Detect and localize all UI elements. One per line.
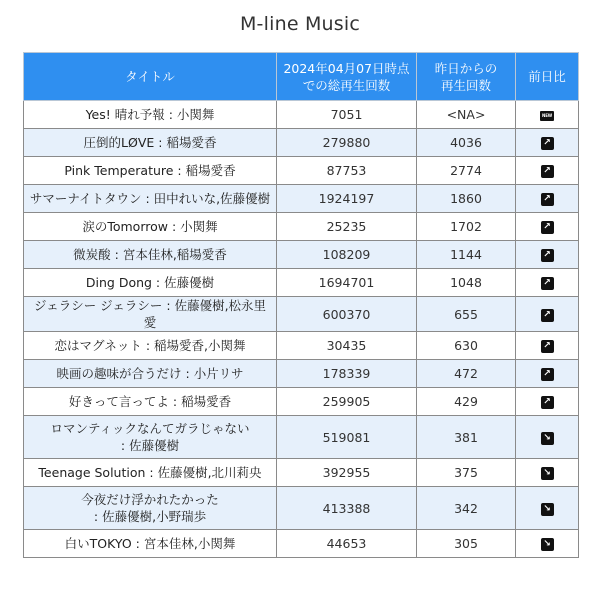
trend-cell (516, 241, 579, 269)
arrow-up-right-icon: ↗ (541, 396, 554, 409)
trend-cell (516, 459, 579, 487)
trend-cell (516, 530, 579, 558)
table-row (24, 297, 579, 332)
song-title-text: 圧倒的LØVE : 稲場愛香 (83, 135, 217, 150)
daily-plays-cell: 1048 (417, 269, 516, 297)
total-plays-cell: 178339 (277, 360, 417, 388)
song-title-text: : 佐藤優樹,小野瑞歩 (93, 509, 207, 524)
header-daily-plays (417, 53, 516, 101)
new-badge-icon: NEW (540, 111, 554, 121)
song-title-cell (24, 360, 277, 388)
arrow-up-right-icon: ↗ (541, 165, 554, 178)
arrow-up-right-icon: ↗ (541, 340, 554, 353)
trend-cell (516, 332, 579, 360)
daily-plays-cell: 381 (417, 416, 516, 459)
song-title-text: 恋はマグネット : 稲場愛香,小関舞 (54, 338, 246, 353)
song-title-cell (24, 241, 277, 269)
page-title: M-line Music (239, 13, 361, 35)
ranking-table (23, 52, 579, 558)
header-daily-line2: 再生回数 (440, 77, 491, 93)
total-plays-cell: 44653 (277, 530, 417, 558)
total-plays-cell: 392955 (277, 459, 417, 487)
table-row (24, 185, 579, 213)
song-title-cell (24, 213, 277, 241)
daily-plays-cell: 1702 (417, 213, 516, 241)
total-plays-cell: 25235 (277, 213, 417, 241)
song-title-text: Teenage Solution : 佐藤優樹,北川莉央 (38, 465, 262, 480)
daily-plays-cell: 472 (417, 360, 516, 388)
song-title-text: 白いTOKYO : 宮本佳林,小関舞 (64, 536, 236, 551)
daily-plays-cell: 429 (417, 388, 516, 416)
trend-cell (516, 157, 579, 185)
total-plays-cell: 108209 (277, 241, 417, 269)
arrow-down-right-icon: ↘ (541, 503, 554, 516)
song-title-cell (24, 416, 277, 459)
song-title-text: Yes! 晴れ予報 : 小関舞 (85, 107, 215, 122)
header-change (516, 53, 579, 101)
table-row (24, 459, 579, 487)
table-row (24, 157, 579, 185)
song-title-text: 今夜だけ浮かれたかった (81, 492, 219, 507)
daily-plays-cell: 655 (417, 297, 516, 332)
daily-plays-cell: 1144 (417, 241, 516, 269)
trend-cell (516, 185, 579, 213)
header-title-label: タイトル (125, 69, 175, 84)
trend-cell (516, 297, 579, 332)
table-row (24, 213, 579, 241)
total-plays-cell: 1694701 (277, 269, 417, 297)
arrow-up-right-icon: ↗ (541, 137, 554, 150)
total-plays-cell: 30435 (277, 332, 417, 360)
trend-cell (516, 213, 579, 241)
table-row (24, 129, 579, 157)
trend-cell (516, 487, 579, 530)
total-plays-cell: 600370 (277, 297, 417, 332)
arrow-up-right-icon: ↗ (541, 221, 554, 234)
arrow-up-right-icon: ↗ (541, 193, 554, 206)
song-title-cell (24, 297, 277, 332)
table-row (24, 360, 579, 388)
arrow-up-right-icon: ↗ (541, 309, 554, 322)
table-row (24, 388, 579, 416)
song-title-text: 好きって言ってよ : 稲場愛香 (68, 394, 232, 409)
song-title-cell (24, 157, 277, 185)
total-plays-cell: 259905 (277, 388, 417, 416)
table-row (24, 241, 579, 269)
daily-plays-cell: 4036 (417, 129, 516, 157)
song-title-text: Pink Temperature : 稲場愛香 (64, 163, 236, 178)
arrow-up-right-icon: ↗ (541, 368, 554, 381)
song-title-text: : 佐藤優樹 (120, 438, 180, 453)
song-title-text: ロマンティックなんてガラじゃない (50, 421, 250, 436)
header-total-line2: での総再生回数 (302, 77, 391, 93)
arrow-up-right-icon: ↗ (541, 277, 554, 290)
song-title-text: Ding Dong : 佐藤優樹 (85, 275, 215, 290)
total-plays-cell: 7051 (277, 101, 417, 129)
table-row (24, 487, 579, 530)
arrow-down-right-icon: ↘ (541, 538, 554, 551)
table-row (24, 101, 579, 129)
table-row (24, 269, 579, 297)
trend-cell (516, 360, 579, 388)
song-title-cell (24, 101, 277, 129)
total-plays-cell: 1924197 (277, 185, 417, 213)
song-title-cell (24, 487, 277, 530)
total-plays-cell: 279880 (277, 129, 417, 157)
daily-plays-cell: 2774 (417, 157, 516, 185)
trend-cell (516, 129, 579, 157)
table-row (24, 530, 579, 558)
arrow-down-right-icon: ↘ (541, 467, 554, 480)
song-title-text: 映画の趣味が合うだけ : 小片リサ (56, 366, 244, 381)
song-title-cell (24, 332, 277, 360)
trend-cell (516, 269, 579, 297)
header-total-line1: 2024年04月07日時点 (283, 60, 410, 76)
table-row (24, 416, 579, 459)
song-title-cell (24, 185, 277, 213)
song-title-text: ジェラシー ジェラシー : 佐藤優樹,松永里愛 (33, 298, 267, 330)
total-plays-cell: 519081 (277, 416, 417, 459)
trend-cell (516, 388, 579, 416)
daily-plays-cell: 342 (417, 487, 516, 530)
table-row (24, 332, 579, 360)
song-title-cell (24, 129, 277, 157)
song-title-cell (24, 388, 277, 416)
daily-plays-cell: 630 (417, 332, 516, 360)
song-title-cell (24, 269, 277, 297)
song-title-text: 涙のTomorrow : 小関舞 (82, 219, 218, 234)
daily-plays-cell: <NA> (417, 101, 516, 129)
daily-plays-cell: 1860 (417, 185, 516, 213)
song-title-cell (24, 530, 277, 558)
arrow-down-right-icon: ↘ (541, 432, 554, 445)
song-title-cell (24, 459, 277, 487)
total-plays-cell: 413388 (277, 487, 417, 530)
daily-plays-cell: 305 (417, 530, 516, 558)
table-header-row (24, 53, 579, 101)
song-title-text: サマーナイトタウン : 田中れいな,佐藤優樹 (29, 191, 271, 206)
header-change-label: 前日比 (528, 69, 566, 84)
header-title (24, 53, 277, 101)
total-plays-cell: 87753 (277, 157, 417, 185)
daily-plays-cell: 375 (417, 459, 516, 487)
trend-cell (516, 416, 579, 459)
trend-cell (516, 101, 579, 129)
song-title-text: 微炭酸 : 宮本佳林,稲場愛香 (73, 247, 227, 262)
arrow-up-right-icon: ↗ (541, 249, 554, 262)
header-daily-line1: 昨日からの (434, 60, 498, 76)
header-total-plays (277, 53, 417, 101)
